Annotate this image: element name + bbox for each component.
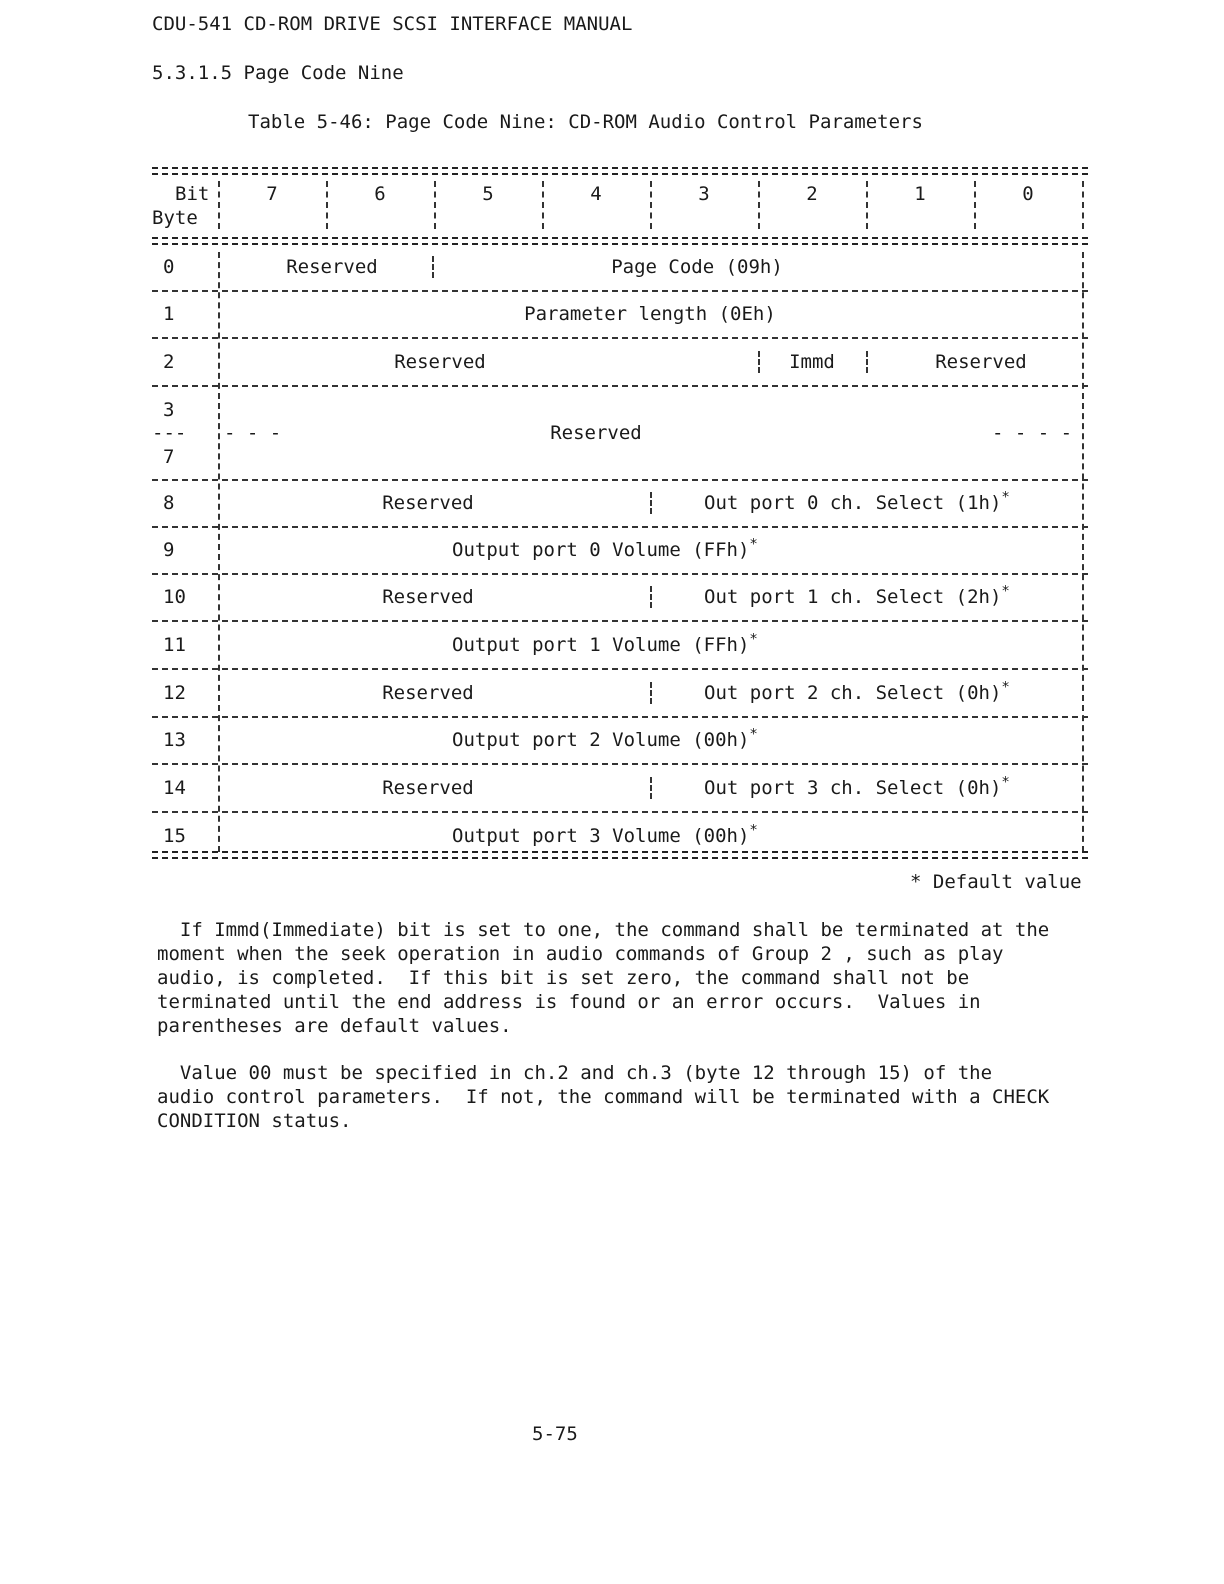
row-divider xyxy=(152,479,1088,481)
byte-3: 3 xyxy=(163,399,175,421)
hdr-sep xyxy=(326,181,328,229)
bit-2: 2 xyxy=(806,183,818,205)
byte-0: 0 xyxy=(163,256,175,278)
row8-reserved: Reserved xyxy=(382,492,474,514)
row12-sep xyxy=(650,682,652,704)
row10-sep xyxy=(650,586,652,608)
byte-9: 9 xyxy=(163,539,175,561)
table-top-rule xyxy=(152,167,1088,175)
row13-output-volume: Output port 2 Volume (00h)* xyxy=(452,726,758,751)
byte-range-separator: --- xyxy=(152,422,187,444)
bit-6: 6 xyxy=(374,183,386,205)
section-heading: 5.3.1.5 Page Code Nine xyxy=(152,62,404,84)
row-divider xyxy=(152,620,1088,622)
row15-output-volume: Output port 3 Volume (00h)* xyxy=(452,822,758,847)
manual-title: CDU-541 CD-ROM DRIVE SCSI INTERFACE MANUAL xyxy=(152,13,633,35)
bit-1: 1 xyxy=(914,183,926,205)
row-divider xyxy=(152,385,1088,387)
paragraph-line: moment when the seek operation in audio commands of Group 2 , such as play xyxy=(157,943,1004,965)
table-caption: Table 5-46: Page Code Nine: CD-ROM Audio Control Parameters xyxy=(248,111,923,133)
bit-5: 5 xyxy=(482,183,494,205)
hdr-sep xyxy=(758,181,760,229)
row-divider xyxy=(152,337,1088,339)
row2-immd: Immd xyxy=(789,351,835,373)
row-divider xyxy=(152,763,1088,765)
row14-out-port-select: Out port 3 ch. Select (0h)* xyxy=(704,774,1010,799)
hdr-sep xyxy=(434,181,436,229)
row8-sep xyxy=(650,492,652,514)
hdr-sep xyxy=(866,181,868,229)
row10-reserved: Reserved xyxy=(382,586,474,608)
paragraph-line: terminated until the end address is found or an error occurs. Values in xyxy=(157,991,981,1013)
row-divider xyxy=(152,290,1088,292)
paragraph-line: audio control parameters. If not, the command will be terminated with a CHECK xyxy=(157,1086,1050,1108)
byte-7: 7 xyxy=(163,446,175,468)
header-bottom-rule xyxy=(152,237,1088,245)
row12-out-port-select: Out port 2 ch. Select (0h)* xyxy=(704,679,1010,704)
paragraph-line: parentheses are default values. xyxy=(157,1015,512,1037)
hdr-sep xyxy=(650,181,652,229)
byte-11: 11 xyxy=(163,634,186,656)
row11-output-volume: Output port 1 Volume (FFh)* xyxy=(452,631,758,656)
row0-page-code: Page Code (09h) xyxy=(611,256,783,278)
byte-14: 14 xyxy=(163,777,186,799)
paragraph-line: CONDITION status. xyxy=(157,1110,352,1132)
byte-8: 8 xyxy=(163,492,175,514)
row2-reserved-left: Reserved xyxy=(394,351,486,373)
table-bottom-rule xyxy=(152,851,1088,859)
byte-13: 13 xyxy=(163,729,186,751)
byte-label: Byte xyxy=(152,207,198,229)
paragraph-line: If Immd(Immediate) bit is set to one, the command shall be terminated at the xyxy=(157,919,1050,941)
bit-7: 7 xyxy=(266,183,278,205)
row14-reserved: Reserved xyxy=(382,777,474,799)
hdr-sep xyxy=(542,181,544,229)
row8-out-port-select: Out port 0 ch. Select (1h)* xyxy=(704,489,1010,514)
page-number: 5-75 xyxy=(532,1423,578,1445)
byte-column-border xyxy=(218,252,220,852)
bit-4: 4 xyxy=(590,183,602,205)
row12-reserved: Reserved xyxy=(382,682,474,704)
byte-15: 15 xyxy=(163,825,186,847)
row-divider xyxy=(152,526,1088,528)
row1-parameter-length: Parameter length (0Eh) xyxy=(524,303,776,325)
byte-12: 12 xyxy=(163,682,186,704)
row0-reserved: Reserved xyxy=(286,256,378,278)
bit-0: 0 xyxy=(1022,183,1034,205)
paragraph-line: Value 00 must be specified in ch.2 and ch.3 (byte 12 through 15) of the xyxy=(157,1062,993,1084)
bit-3: 3 xyxy=(698,183,710,205)
row-divider xyxy=(152,716,1088,718)
hdr-sep xyxy=(218,181,220,229)
paragraph-line: audio, is completed. If this bit is set zero, the command shall not be xyxy=(157,967,970,989)
hdr-sep xyxy=(974,181,976,229)
table-right-border xyxy=(1082,252,1084,852)
hdr-sep xyxy=(1082,181,1084,229)
byte-10: 10 xyxy=(163,586,186,608)
byte-2: 2 xyxy=(163,351,175,373)
row-divider xyxy=(152,668,1088,670)
row3-left-dashes: - - - xyxy=(224,422,282,444)
row3-right-dashes: - - - - xyxy=(992,422,1073,444)
default-value-footnote: * Default value xyxy=(910,871,1082,893)
row10-out-port-select: Out port 1 ch. Select (2h)* xyxy=(704,583,1010,608)
bit-label: Bit xyxy=(175,183,210,205)
row3-reserved: Reserved xyxy=(550,422,642,444)
row-divider xyxy=(152,811,1088,813)
byte-1: 1 xyxy=(163,303,175,325)
row2-reserved-right: Reserved xyxy=(935,351,1027,373)
row9-output-volume: Output port 0 Volume (FFh)* xyxy=(452,536,758,561)
row14-sep xyxy=(650,777,652,799)
row-divider xyxy=(152,573,1088,575)
